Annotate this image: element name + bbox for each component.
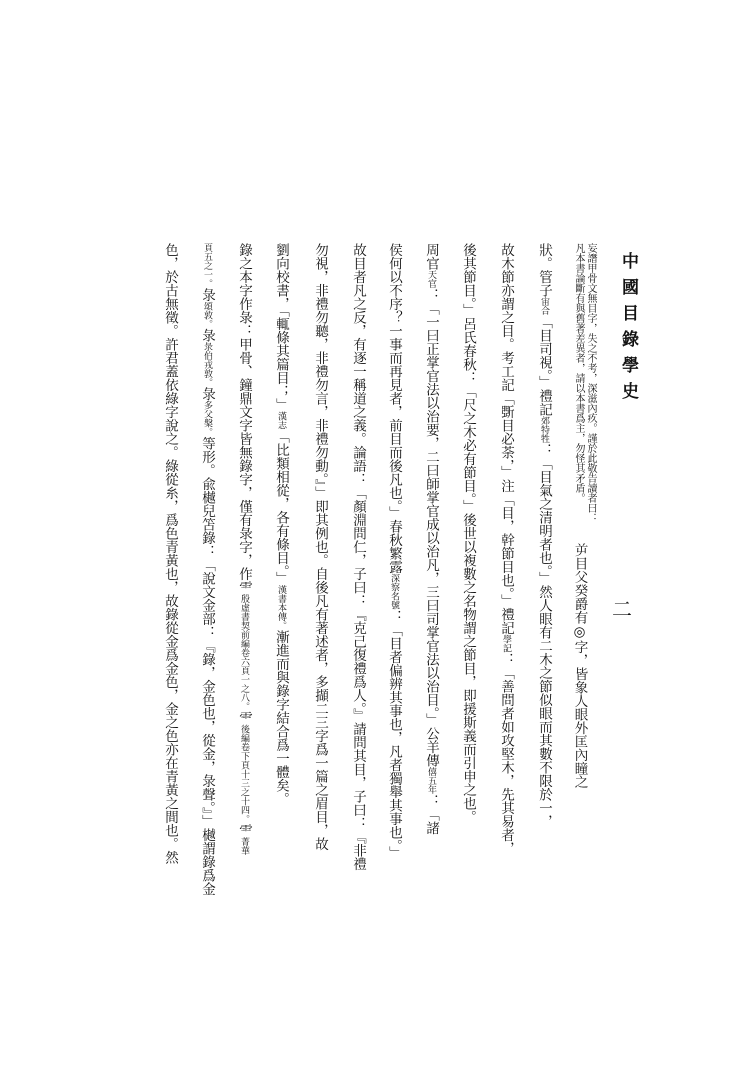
text-column: [262, 243, 296, 806]
text-column: [375, 243, 409, 860]
text-run: 屰目父癸爵有◎字，皆象人眼外匡內瞳之: [571, 543, 588, 789]
text-run: 侯何以不序？一事而再見者，前目而後凡也。」春秋繁露: [386, 243, 402, 574]
inline-annotation: 多父槃。: [202, 400, 212, 437]
text-column: [412, 243, 446, 835]
text-column: [188, 243, 222, 896]
inline-annotation: 漢書本傳。: [276, 585, 286, 630]
inline-annotation: 深察名號: [389, 573, 399, 610]
text-column: [225, 243, 259, 855]
text-column: [151, 243, 185, 864]
text-run: ：「善問者如攻堅木，先其易者，: [498, 652, 514, 855]
inline-annotation: 學記: [501, 634, 511, 653]
inline-annotation: 頌敦。: [202, 301, 212, 329]
text-run: 彔: [199, 387, 215, 401]
text-column: [339, 243, 373, 871]
text-run: 劉向校書，「輒條其篇目；」: [273, 243, 289, 412]
text-column: [525, 243, 559, 828]
text-column: [449, 243, 483, 824]
text-run: 等形。兪樾兒笘錄：「說文金部：『錄，金色也，從金，彔聲。』」樾謂錄爲金: [199, 436, 215, 896]
text-run: 漸進而與錄字結合爲一體矣。: [273, 630, 289, 806]
text-run: 狀。管子: [536, 243, 552, 297]
text-column: [487, 243, 521, 855]
text-run: ：「目氣之清明者也。」然人眼有二木之節似眼而其數不限於一，: [536, 443, 552, 828]
page-number: 二: [612, 597, 632, 621]
text-run: 彔: [199, 288, 215, 302]
text-run: 故目者凡之反，有逐一稱道之義。論語：「顏淵問仁，子曰：『克己復禮爲人。』請問其目，子曰：『非禮: [350, 243, 366, 871]
text-column: [562, 243, 596, 789]
inline-annotation: 頁五之一。: [202, 243, 212, 288]
text-run: 故木節亦謂之目。考工記「斲目必荼，」注「目，幹節目也。」禮記: [498, 243, 514, 635]
inline-annotation: 漢志: [276, 411, 286, 430]
text-run: 彔: [199, 328, 215, 342]
text-run: 「目司視。」禮記: [536, 315, 552, 417]
inline-annotation: 菁華: [239, 837, 249, 855]
text-run: 後其節目。」呂氏春秋：「尺之木必有節目。」後世以複數之名物謂之節目，即援斯義而引申之也。: [460, 243, 476, 824]
text-run: 「比類相從，各有條目。」: [273, 429, 289, 585]
text-run: 周官: [423, 243, 439, 270]
text-run: ：「諸: [423, 794, 439, 835]
text-run: 勿視，非禮勿聽，非禮勿言，非禮勿動。』」即其例也。自後凡有著述者，多擷二三字爲一篇之眉目，故: [312, 243, 328, 851]
inline-annotation: 後編卷下頁十三之十四。: [239, 724, 249, 824]
running-header-title: 中國目錄學史: [618, 252, 638, 408]
text-run: ：「目者偏辨其事也，凡者獨舉其事也。」: [386, 609, 402, 860]
author-note-line: 妄譖甲骨文無目字，失之不考，深滋內疚。謹於此敬告讀者曰：: [585, 243, 596, 523]
inline-annotation: 彔伯戎敦。: [202, 342, 212, 387]
text-run: ：「一曰正掌官法以治要，二曰師掌官成以治凡，三曰司掌官法以治目。」公羊傳: [423, 288, 439, 768]
text-run: ⻗: [236, 823, 252, 837]
text-column: [301, 243, 335, 851]
text-run: 色，於古無徵。許君蓋依綠字說之。綠從糸，爲色青黃也，故錄從金爲金色，金之色亦在青黃之間也。然: [162, 243, 178, 864]
text-run: ⻗: [236, 711, 252, 725]
author-note-line: 凡本書論斷有與舊著差異者，請以本書爲主，勿怪其矛盾。: [573, 243, 584, 503]
text-run: 錄之本字作彔：甲骨、鐘鼎文字皆無錄字，僅有彔字，作⻗: [236, 243, 252, 594]
inline-annotation: 郊特牲: [539, 416, 549, 444]
inline-annotation: 僖五年: [426, 767, 436, 795]
inline-annotation: 宙合: [539, 297, 549, 315]
inline-annotation: 天官: [426, 270, 436, 288]
inline-annotation: 殷虛書契前編卷六頁一之八。: [239, 594, 249, 711]
author-note: [570, 243, 596, 543]
